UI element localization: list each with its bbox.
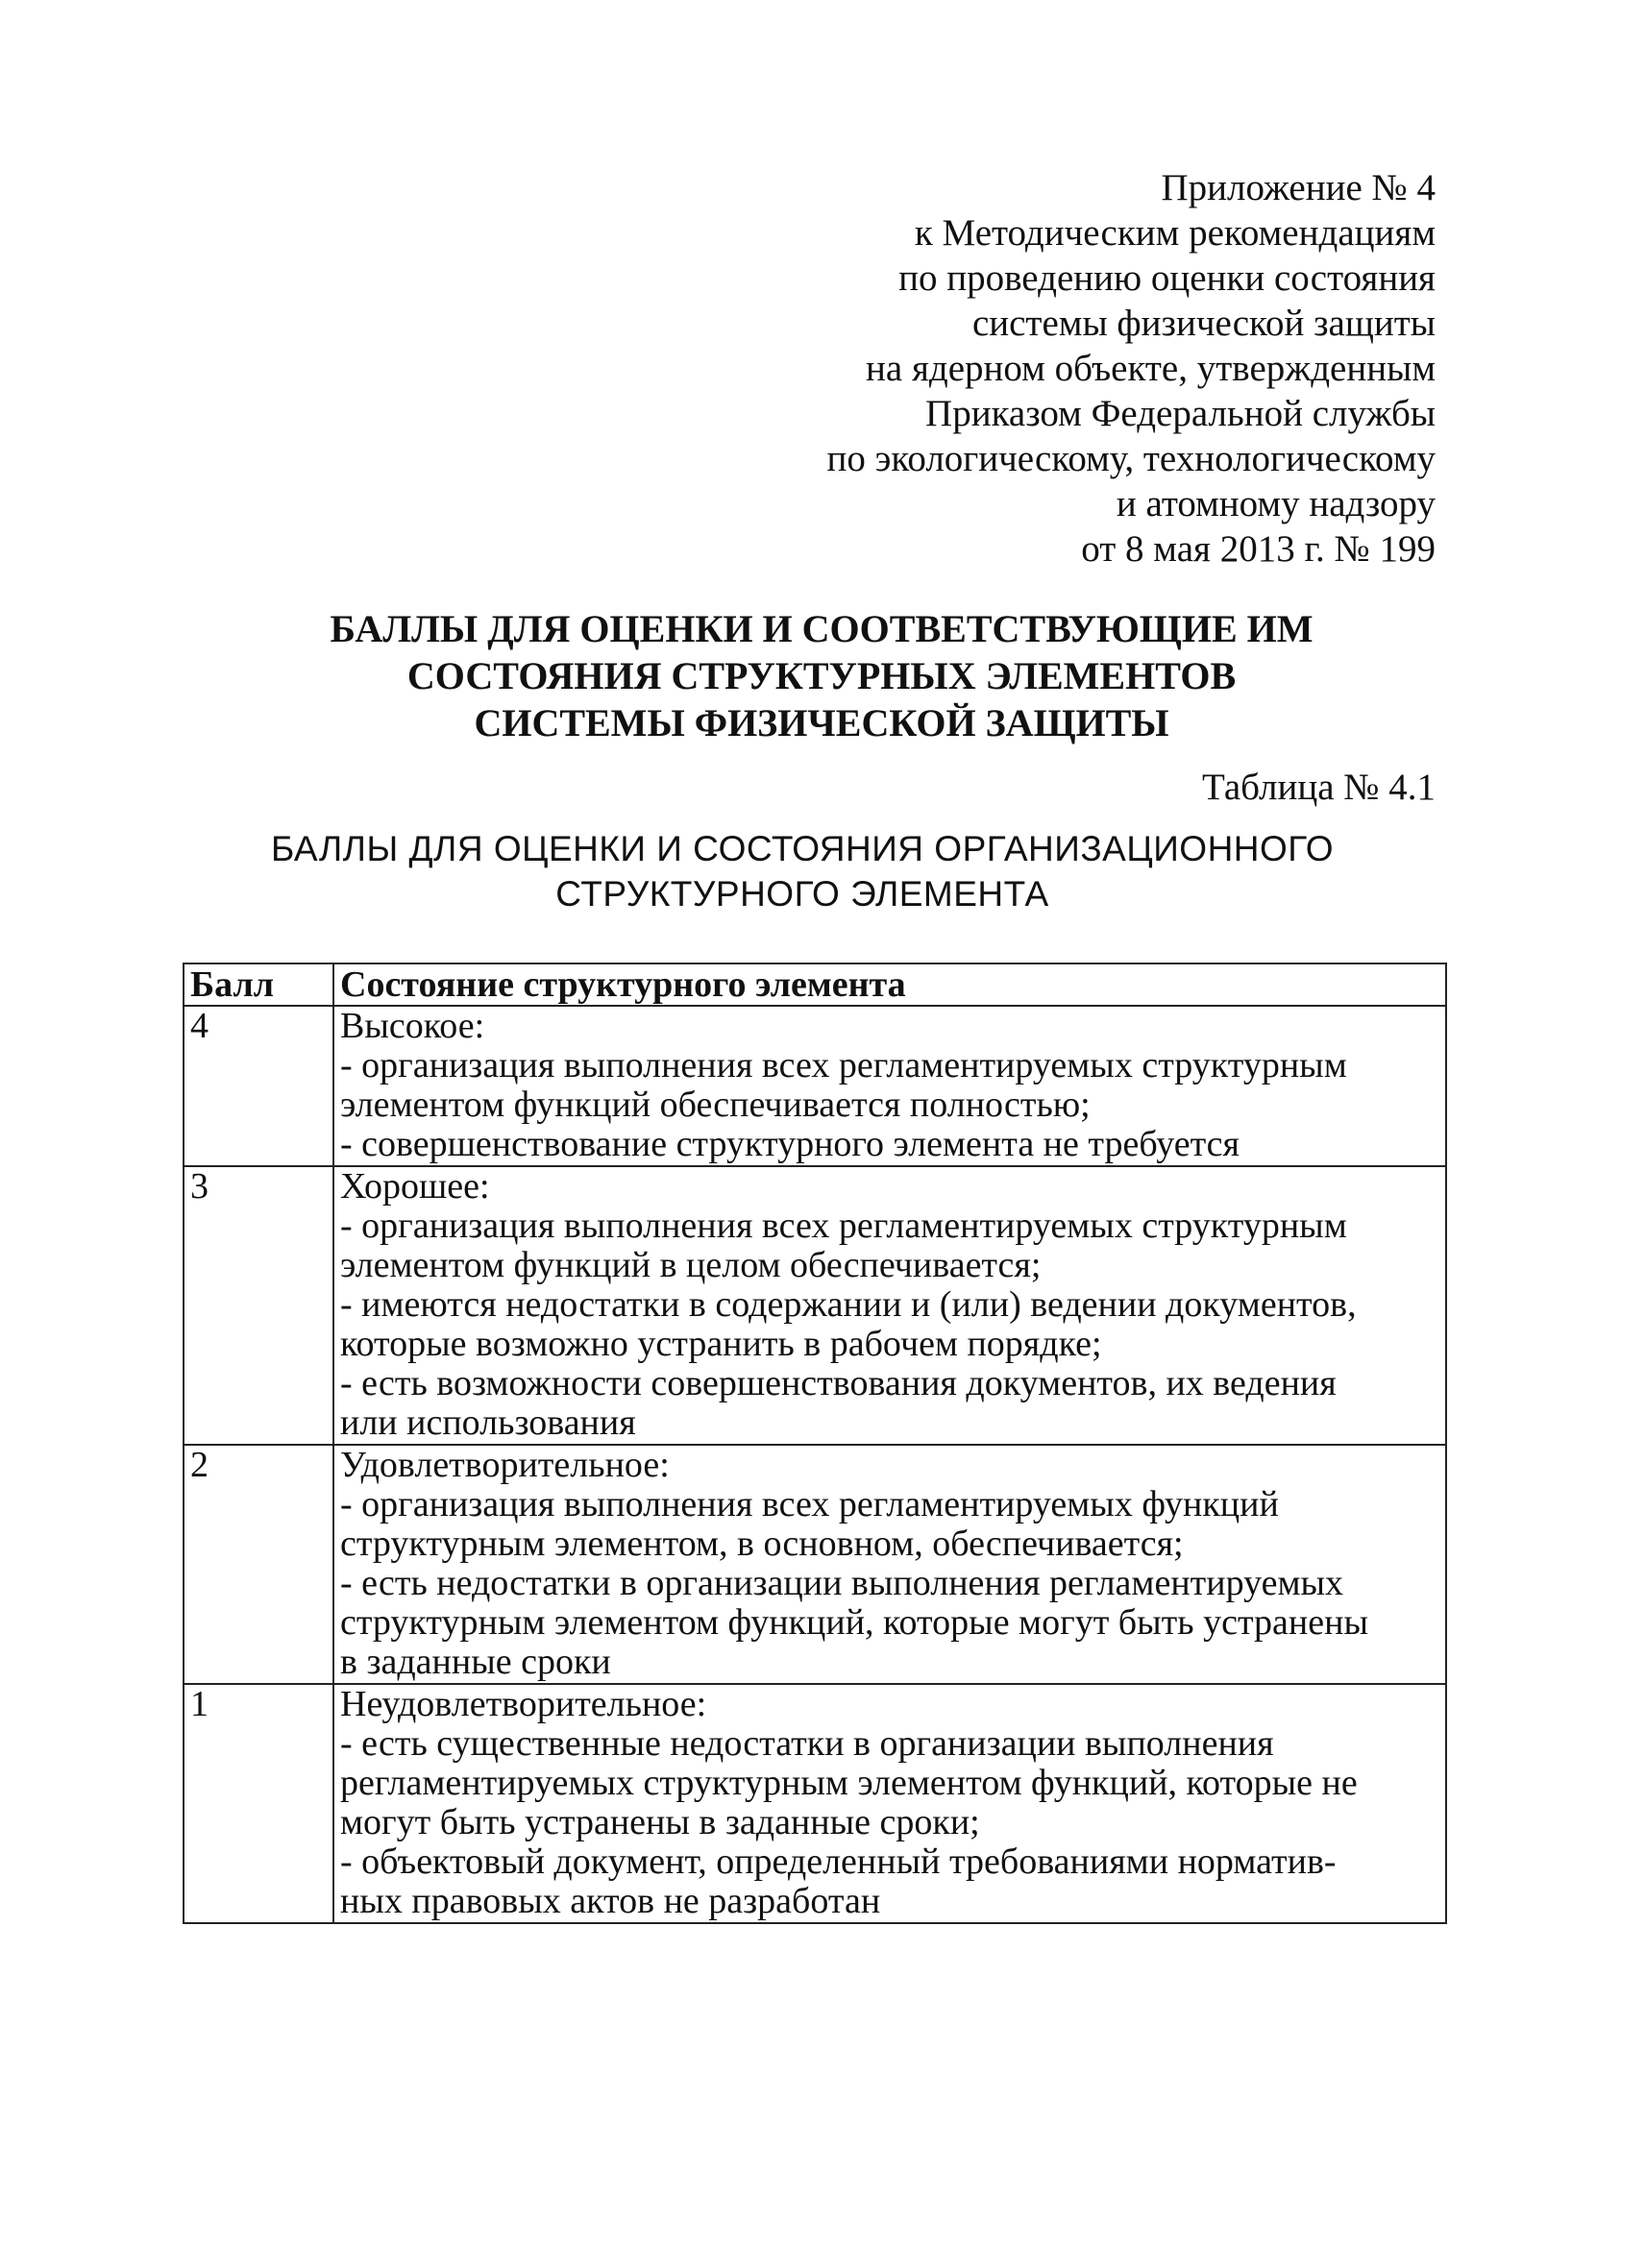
score-cell: 4 <box>184 1006 333 1166</box>
table-number: Таблица № 4.1 <box>1201 767 1436 808</box>
state-line: Высокое: <box>340 1006 485 1046</box>
state-line: Неудовлетворительное: <box>340 1684 707 1724</box>
title-line: БАЛЛЫ ДЛЯ ОЦЕНКИ И СООТВЕТСТВУЮЩИЕ ИМ <box>330 607 1314 650</box>
state-line: Хорошее: <box>340 1166 490 1207</box>
score-cell: 1 <box>184 1684 333 1923</box>
table-title <box>183 826 1422 916</box>
state-line: в заданные сроки <box>340 1642 611 1682</box>
appendix-line: и атомному надзору <box>1116 483 1436 524</box>
state-cell <box>333 1445 1446 1684</box>
state-line: - объектовый документ, определенный требованиями норматив- <box>340 1841 1337 1882</box>
state-line: регламентируемых структурным элементом функций, которые не <box>340 1763 1358 1803</box>
document-title <box>183 605 1461 746</box>
state-line: могут быть устранены в заданные сроки; <box>340 1802 980 1842</box>
appendix-header <box>827 165 1436 572</box>
state-line: или использования <box>340 1402 636 1443</box>
header-state: Состояние структурного элемента <box>333 963 1446 1006</box>
state-line: - совершенствование структурного элемента не требуется <box>340 1124 1240 1164</box>
table-title-line: СТРУКТУРНОГО ЭЛЕМЕНТА <box>555 874 1049 914</box>
table-row <box>184 1166 1446 1445</box>
score-cell: 2 <box>184 1445 333 1684</box>
table-row <box>184 1445 1446 1684</box>
appendix-line: от 8 мая 2013 г. № 199 <box>1081 528 1436 570</box>
state-line: - организация выполнения всех регламентируемых функций <box>340 1484 1279 1524</box>
state-line: элементом функций в целом обеспечивается; <box>340 1245 1042 1285</box>
state-line: - есть возможности совершенствования документов, их ведения <box>340 1363 1337 1403</box>
state-line: - есть недостатки в организации выполнения регламентируемых <box>340 1563 1344 1603</box>
title-line: СИСТЕМЫ ФИЗИЧЕСКОЙ ЗАЩИТЫ <box>474 701 1169 744</box>
state-line: - имеются недостатки в содержании и (или) ведении документов, <box>340 1284 1357 1325</box>
table-title-line: БАЛЛЫ ДЛЯ ОЦЕНКИ И СОСТОЯНИЯ ОРГАНИЗАЦИОННОГО <box>270 829 1335 868</box>
score-cell: 3 <box>184 1166 333 1445</box>
state-line: - организация выполнения всех регламентируемых структурным <box>340 1045 1347 1085</box>
state-cell <box>333 1684 1446 1923</box>
appendix-line: по экологическому, технологическому <box>826 438 1436 479</box>
state-cell <box>333 1006 1446 1166</box>
state-line: структурным элементом, в основном, обеспечивается; <box>340 1524 1184 1564</box>
state-line: - организация выполнения всех регламентируемых структурным <box>340 1206 1347 1246</box>
state-cell <box>333 1166 1446 1445</box>
state-line: элементом функций обеспечивается полностью; <box>340 1085 1091 1125</box>
appendix-line: на ядерном объекте, утвержденным <box>866 348 1436 389</box>
header-score: Балл <box>184 963 333 1006</box>
appendix-line: системы физической защиты <box>971 303 1436 344</box>
state-line: которые возможно устранить в рабочем порядке; <box>340 1324 1102 1364</box>
state-line: Удовлетворительное: <box>340 1445 670 1485</box>
appendix-line: Приложение № 4 <box>1161 167 1436 208</box>
title-line: СОСТОЯНИЯ СТРУКТУРНЫХ ЭЛЕМЕНТОВ <box>406 654 1237 697</box>
table-row <box>184 1684 1446 1923</box>
scores-table <box>183 963 1447 1924</box>
appendix-line: к Методическим рекомендациям <box>914 212 1436 254</box>
table-header-row <box>184 963 1446 1006</box>
state-line: ных правовых актов не разработан <box>340 1881 881 1921</box>
table-row <box>184 1006 1446 1166</box>
appendix-line: Приказом Федеральной службы <box>925 393 1436 434</box>
state-line: структурным элементом функций, которые могут быть устранены <box>340 1602 1368 1643</box>
appendix-line: по проведению оценки состояния <box>898 257 1436 299</box>
state-line: - есть существенные недостатки в организации выполнения <box>340 1723 1274 1764</box>
